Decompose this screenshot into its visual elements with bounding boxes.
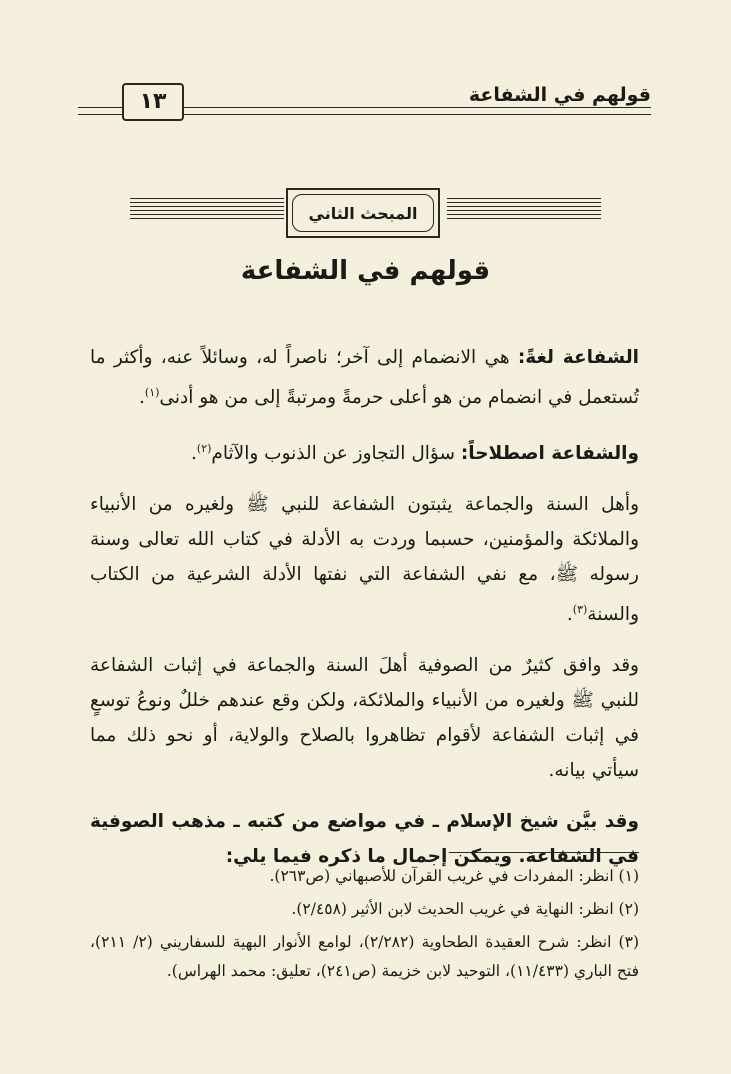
section-banner xyxy=(286,188,440,238)
footnote-ref: (١) xyxy=(144,386,160,399)
paragraph-definition-technical xyxy=(90,431,639,471)
footnote-ref: (٣) xyxy=(572,603,588,617)
term-lead: الشفاعة لغةً: xyxy=(517,347,639,368)
footnote-2: (٢) انظر: النهاية في غريب الحديث لابن الأثير (٢/٤٥٨). xyxy=(291,900,639,918)
banner-ornament-left xyxy=(130,198,284,222)
body-text xyxy=(90,340,639,890)
paragraph-text: هي الانضمام إلى آخر؛ ناصراً له، وسائلاً عنه، وأكثر ما تُستعمل في انضمام من هو أعلى حرمةً ومرتبةً إلى من هو أدنى xyxy=(90,347,639,409)
footnotes xyxy=(90,862,639,990)
paragraph-ahl-sunnah xyxy=(90,487,639,632)
bold-paragraph-text: وقد بيَّن شيخ الإسلام ـ في مواضع من كتبه ـ مذهب الصوفية في الشفاعة. ويمكن إجمال ما ذكره فيما يلي: xyxy=(90,811,639,868)
paragraph-text: سؤال التجاوز عن الذنوب والآثام xyxy=(211,443,461,465)
paragraph-tail: . xyxy=(566,604,573,626)
paragraph-definition-linguistic xyxy=(90,340,639,415)
section-banner-label: المبحث الثاني xyxy=(292,194,434,232)
footnote-ref: (٢) xyxy=(196,442,212,456)
paragraph-text: وأهل السنة والجماعة يثبتون الشفاعة للنبي ﷺ ولغيره من الأنبياء والملائكة والمؤمنين، حسبما وردت به الأدلة في كتاب الله تعالى وسنة رسوله ﷺ، مع نفي الشفاعة التي نفتها الأدلة الشرعية من الكتاب والسنة xyxy=(90,494,639,626)
term-lead: والشفاعة اصطلاحاً: xyxy=(460,443,639,465)
page-number: ١٣ xyxy=(122,83,184,121)
footnote-1: (١) انظر: المفردات في غريب القرآن للأصبهاني (ص٢٦٣). xyxy=(269,867,639,885)
chapter-heading: قولهم في الشفاعة xyxy=(240,256,491,286)
banner-ornament-right xyxy=(447,198,601,222)
paragraph-sufi-agreement xyxy=(90,648,639,788)
paragraph-tail: . xyxy=(139,387,145,409)
paragraph-text: وقد وافق كثيرٌ من الصوفية أهلَ السنة والجماعة في إثبات الشفاعة للنبي ﷺ ولغيره من الأنبياء والملائكة، ولكن وقع عندهم خللٌ ونوعُ توسعٍ في إثبات الشفاعة لأقوام تظاهروا بالصلاح والولاية، أو نحو ذلك مما سيأتي بيانه. xyxy=(90,655,639,782)
footnote-3: (٣) انظر: شرح العقيدة الطحاوية (٢/٢٨٢)، لوامع الأنوار البهية للسفاريني (٢/ ٢١١)، فتح الباري (١١/٤٣٣)، التوحيد لابن خزيمة (ص٢٤١)، تعليق: محمد الهراس). xyxy=(90,933,639,980)
running-header-title: قولهم في الشفاعة xyxy=(468,84,651,106)
footnote-separator xyxy=(449,852,639,853)
paragraph-tail: . xyxy=(191,443,197,465)
